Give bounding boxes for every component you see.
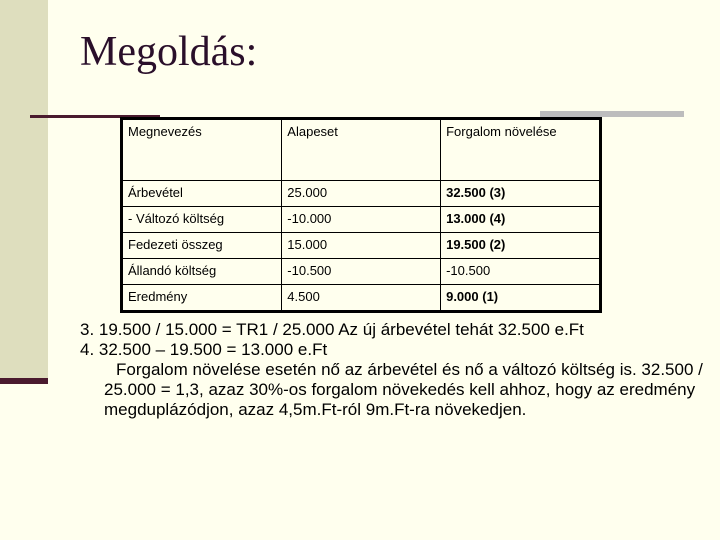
solution-line-3: 3. 19.500 / 15.000 = TR1 / 25.000 Az új árbevétel tehát 32.500 e.Ft (80, 320, 584, 339)
table-cell: - Változó költség (122, 207, 282, 233)
header-cell: Megnevezés (122, 119, 282, 181)
table-cell: Fedezeti összeg (122, 233, 282, 259)
slide-title: Megoldás: (80, 29, 258, 75)
table-cell: -10.500 (441, 259, 601, 285)
table-row (122, 207, 601, 233)
header-cell: Forgalom növelése (441, 119, 601, 181)
table-row (122, 259, 601, 285)
table-cell: 32.500 (3) (441, 181, 601, 207)
table-cell: Állandó költség (122, 259, 282, 285)
header-cell: Alapeset (282, 119, 441, 181)
table-row (122, 233, 601, 259)
table-cell: 4.500 (282, 285, 441, 312)
left-accent-bar (0, 0, 48, 384)
table-header-row (122, 119, 601, 181)
table-cell: -10.000 (282, 207, 441, 233)
table-cell: 25.000 (282, 181, 441, 207)
solution-text (80, 320, 710, 420)
results-table (120, 117, 602, 313)
solution-line-4: 4. 32.500 – 19.500 = 13.000 e.Ft (80, 340, 328, 359)
table-cell: Árbevétel (122, 181, 282, 207)
table-row (122, 285, 601, 312)
solution-explanation: Forgalom növelése esetén nő az árbevétel és nő a változó költség is. 32.500 / 25.000 = 1,3, azaz 30%-os forgalom növekedés kell ahhoz, hogy az eredmény megduplázódjon, azaz 4,5m.Ft-ról 9m.Ft-ra növekedjen. (104, 360, 703, 419)
table-cell: Eredmény (122, 285, 282, 312)
table-cell: 13.000 (4) (441, 207, 601, 233)
table-row (122, 181, 601, 207)
table-cell: 19.500 (2) (441, 233, 601, 259)
table-cell: -10.500 (282, 259, 441, 285)
table-cell: 15.000 (282, 233, 441, 259)
left-accent-tab (0, 378, 48, 384)
table-cell: 9.000 (1) (441, 285, 601, 312)
